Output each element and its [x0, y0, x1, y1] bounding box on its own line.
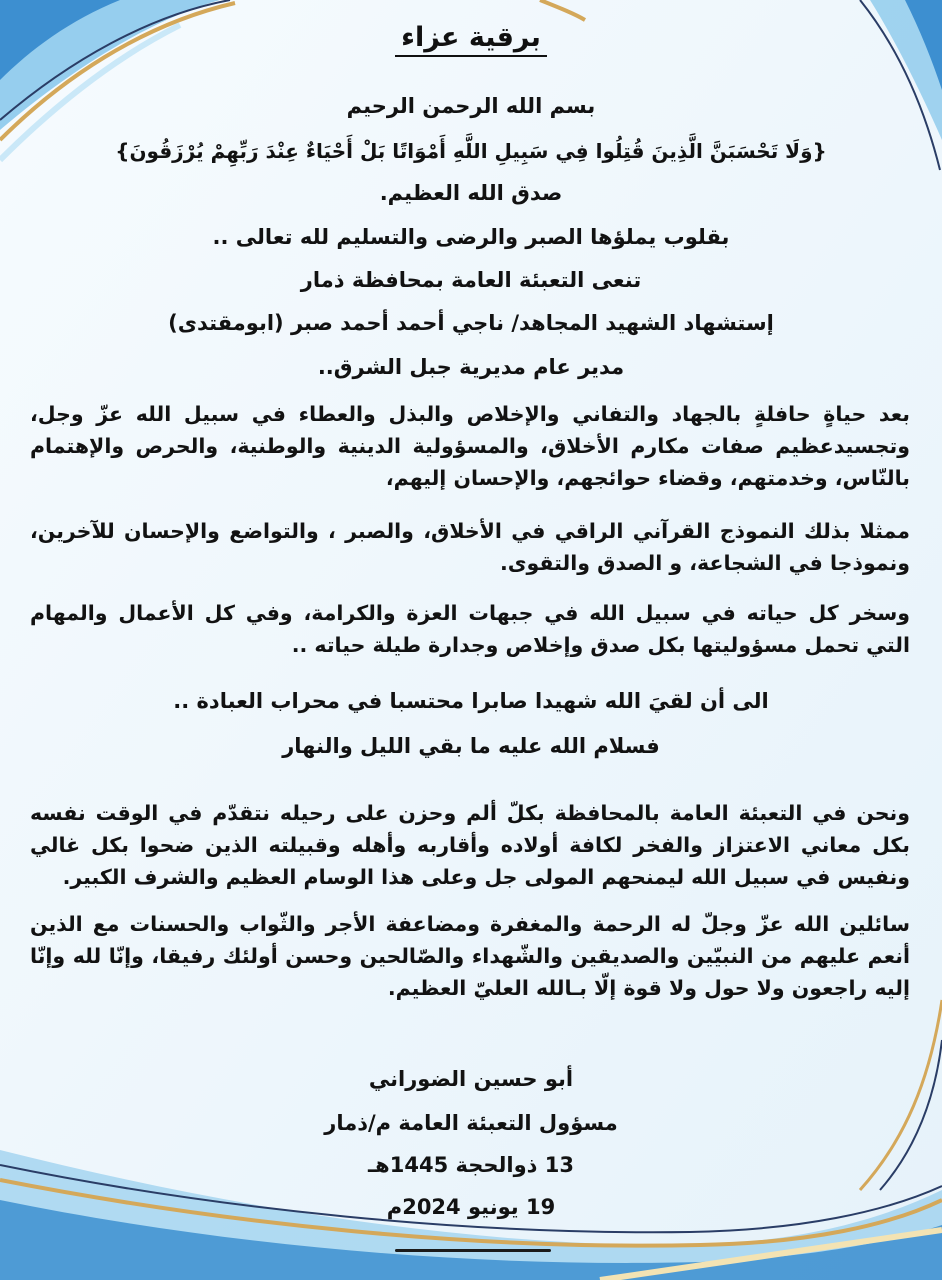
paragraph-service: وسخر كل حياته في سبيل الله في جبهات العزة والكرامة، وفي كل الأعمال والمهام التي تحمل مسؤوليتها بكل صدق وإخلاص وجدارة طيلة حياته .. [30, 601, 910, 657]
announcer-line: تنعى التعبئة العامة بمحافظة ذمار [300, 268, 642, 292]
home-indicator[interactable] [395, 1249, 551, 1252]
peace-line: فسلام الله عليه ما بقي الليل والنهار [282, 734, 660, 758]
paragraph-life: بعد حياةٍ حافلةٍ بالجهاد والتفاني والإخلاص والبذل والعطاء في سبيل الله عزّ وجل، وتجسيدعظيم صفات مكارم الأخلاق، والمسؤولية الدينية والوطنية، والحرص والإهتمام بالنّاس، وخدمتهم، وقضاء حوائجهم، والإحسان إليهم، [30, 402, 910, 490]
quran-verse: {وَلَا تَحْسَبَنَّ الَّذِينَ قُتِلُوا فِي سَبِيلِ اللَّهِ أَمْوَاتًا بَلْ أَحْيَاءٌ عِنْدَ رَبِّهِمْ يُرْزَقُونَ} [115, 139, 827, 163]
paragraph-pride: ونحن في التعبئة العامة بالمحافظة بكلّ ألم وحزن على رحيله نتقدّم في الوقت نفسه بكل معاني الاعتزاز والفخر لكافة أولاده وأقاربه وأهله وقبيلته الذين ضحوا بكل غالي ونفيس في سبيل الله ليمنحهم المولى جل وعلى هذا الوسام العظيم والشرف الكبير. [30, 801, 910, 889]
position-line: مدير عام مديرية جبل الشرق.. [317, 355, 625, 379]
date-gregorian: 19 يونيو 2024م [386, 1195, 556, 1219]
document-title: برقية عزاء [0, 22, 942, 53]
sadaqa-line: صدق الله العظيم. [379, 181, 563, 205]
martyr-name-line: إستشهاد الشهيد المجاهد/ ناجي أحمد أحمد صبر (ابومقتدى) [168, 311, 774, 335]
basmala: بسم الله الرحمن الرحيم [346, 94, 596, 118]
paragraph-model: ممثلا بذلك النموذج القرآني الراقي في الأخلاق، والصبر ، والتواضع والإحسان للآخرين، ونموذجا في الشجاعة، و الصدق والتقوى. [30, 519, 910, 575]
date-hijri: 13 ذوالحجة 1445هـ [368, 1153, 574, 1177]
hearts-line: بقلوب يملؤها الصبر والرضى والتسليم لله تعالى .. [212, 225, 730, 249]
signature-name: أبو حسين الضوراني [368, 1067, 574, 1091]
signature-title: مسؤول التعبئة العامة م/ذمار [324, 1111, 618, 1135]
paragraph-prayer: سائلين الله عزّ وجلّ له الرحمة والمغفرة ومضاعفة الأجر والثّواب والحسنات مع الذين أنعم عليهم من النبيّين والصديقين والشّهداء والصّالحين وحسن أولئك رفيقا، وإنّا لله وإنّا إليه راجعون ولا حول ولا قوة إلّا بـالله العليّ العظيم. [30, 912, 910, 1000]
martyrdom-line: الى أن لقيَ الله شهيدا صابرا محتسبا في محراب العبادة .. [173, 689, 769, 713]
